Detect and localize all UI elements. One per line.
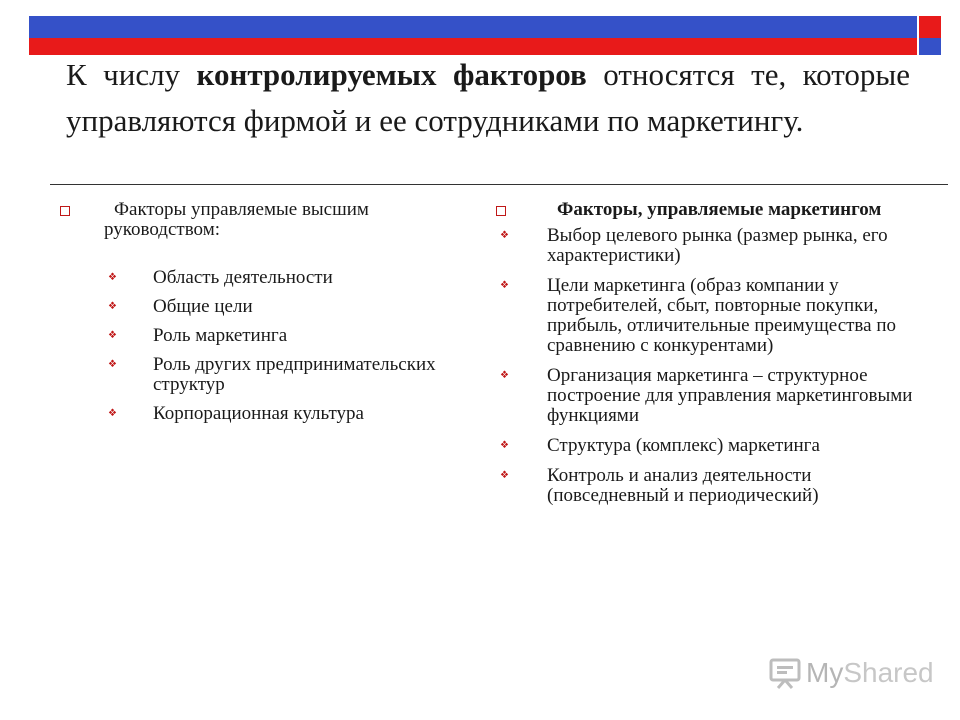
list-item: ❖ Контроль и анализ деятельности (повседневный и периодический) [500, 465, 819, 506]
diamond-bullet-icon: ❖ [108, 359, 117, 370]
list-item: ❖ Область деятельности [108, 267, 333, 288]
list-item: ❖ Выбор целевого рынка (размер рынка, его характеристики) [500, 225, 888, 266]
left-list [60, 268, 450, 424]
right-list [496, 226, 916, 506]
diamond-bullet-icon: ❖ [108, 272, 117, 283]
diamond-bullet-icon: ❖ [500, 440, 509, 451]
diamond-bullet-icon: ❖ [108, 330, 117, 341]
left-heading-text: Факторы управляемые высшим руководством: [104, 199, 369, 240]
slide-title [50, 52, 910, 144]
left-heading [60, 200, 450, 240]
right-heading-text: Факторы, управляемые маркетингом [557, 199, 882, 220]
list-item: ❖ Корпорационная культура [108, 403, 364, 424]
list-item: ❖ Организация маркетинга – структурное построение для управления маркетинговыми функциями [500, 365, 913, 426]
top-band-blue [29, 16, 917, 38]
square-bullet-icon [496, 206, 506, 216]
corner-square-red [919, 16, 941, 38]
list-item: ❖ Роль маркетинга [108, 325, 288, 346]
title-suffix: относятся те, которые управляются фирмой и ее сотрудниками по маркетингу. [66, 57, 910, 138]
presentation-board-icon [768, 657, 802, 689]
diamond-bullet-icon: ❖ [108, 301, 117, 312]
diamond-bullet-icon: ❖ [500, 470, 509, 481]
diamond-bullet-icon: ❖ [500, 230, 509, 241]
square-bullet-icon [60, 206, 70, 216]
list-item: ❖ Структура (комплекс) маркетинга [500, 435, 820, 456]
diamond-bullet-icon: ❖ [500, 370, 509, 381]
title-bold: контролируемых факторов [196, 57, 587, 92]
right-heading [496, 200, 916, 220]
right-column [496, 200, 916, 516]
left-column [60, 200, 450, 433]
list-item: ❖ Роль других предпринимательских структур [108, 354, 436, 395]
title-divider [50, 184, 948, 185]
list-item: ❖ Общие цели [108, 296, 253, 317]
title-prefix: К числу [66, 57, 197, 92]
myshared-watermark [768, 656, 934, 690]
diamond-bullet-icon: ❖ [108, 408, 117, 419]
diamond-bullet-icon: ❖ [500, 280, 509, 291]
watermark-brand: MyShared [806, 657, 934, 688]
list-item: ❖ Цели маркетинга (образ компании у потребителей, сбыт, повторные покупки, прибыль, отличительные преимущества по сравнению с конкурентами) [500, 275, 897, 356]
corner-square-blue [919, 38, 941, 55]
